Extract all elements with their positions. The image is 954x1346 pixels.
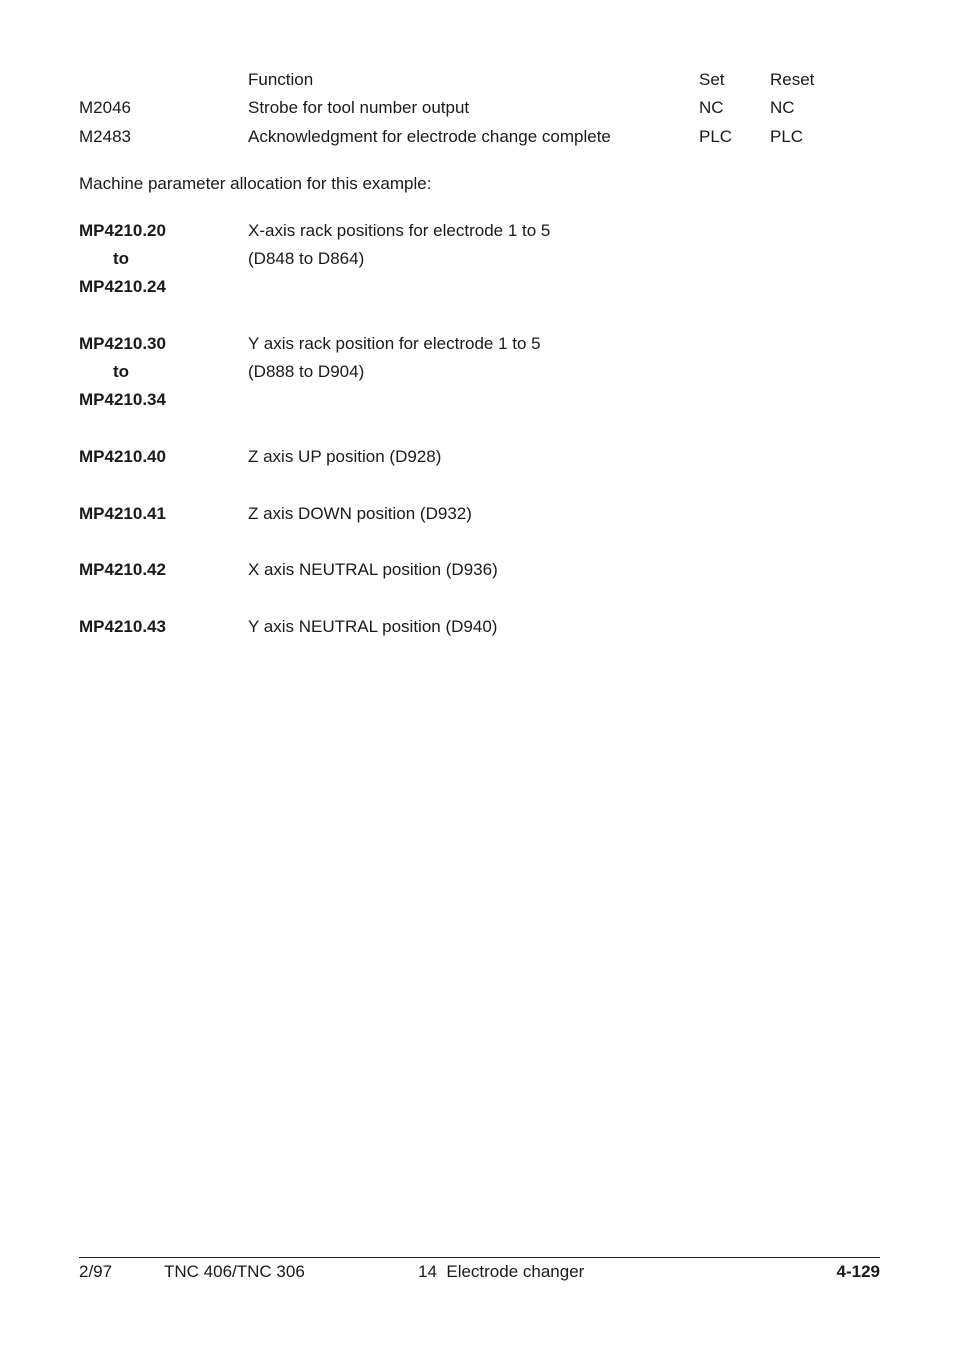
param-description: (D848 to D864) [248, 249, 365, 268]
header-set: Set [699, 70, 725, 89]
param-description: Z axis UP position (D928) [248, 447, 442, 466]
row-function: Acknowledgment for electrode change complete [248, 127, 611, 146]
row-set: NC [699, 98, 724, 117]
param-name: MP4210.43 [79, 617, 166, 636]
footer-divider [79, 1257, 880, 1258]
param-name: MP4210.41 [79, 504, 166, 523]
row-address: M2483 [79, 127, 131, 146]
param-name: MP4210.42 [79, 560, 166, 579]
row-set: PLC [699, 127, 733, 146]
param-description: Y axis NEUTRAL position (D940) [248, 617, 498, 636]
footer-product: TNC 406/TNC 306 [164, 1262, 305, 1281]
intro-text: Machine parameter allocation for this example: [79, 174, 432, 193]
param-name: MP4210.20 [79, 221, 166, 240]
row-reset: NC [770, 98, 795, 117]
row-function: Strobe for tool number output [248, 98, 470, 117]
header-reset: Reset [770, 70, 815, 89]
param-description: (D888 to D904) [248, 362, 365, 381]
param-description: X axis NEUTRAL position (D936) [248, 560, 498, 579]
footer-chapter: 14 Electrode changer [418, 1262, 585, 1281]
param-range-to: to [113, 362, 130, 381]
page-number: 4-129 [836, 1262, 880, 1281]
param-description: X-axis rack positions for electrode 1 to 5 [248, 221, 551, 240]
footer-date: 2/97 [79, 1262, 113, 1281]
row-address: M2046 [79, 98, 131, 117]
row-reset: PLC [770, 127, 804, 146]
header-function: Function [248, 70, 314, 89]
param-name: MP4210.34 [79, 390, 166, 409]
param-range-to: to [113, 249, 130, 268]
param-name: MP4210.40 [79, 447, 166, 466]
param-description: Y axis rack position for electrode 1 to 5 [248, 334, 541, 353]
param-name: MP4210.30 [79, 334, 166, 353]
param-description: Z axis DOWN position (D932) [248, 504, 472, 523]
param-name: MP4210.24 [79, 277, 166, 296]
